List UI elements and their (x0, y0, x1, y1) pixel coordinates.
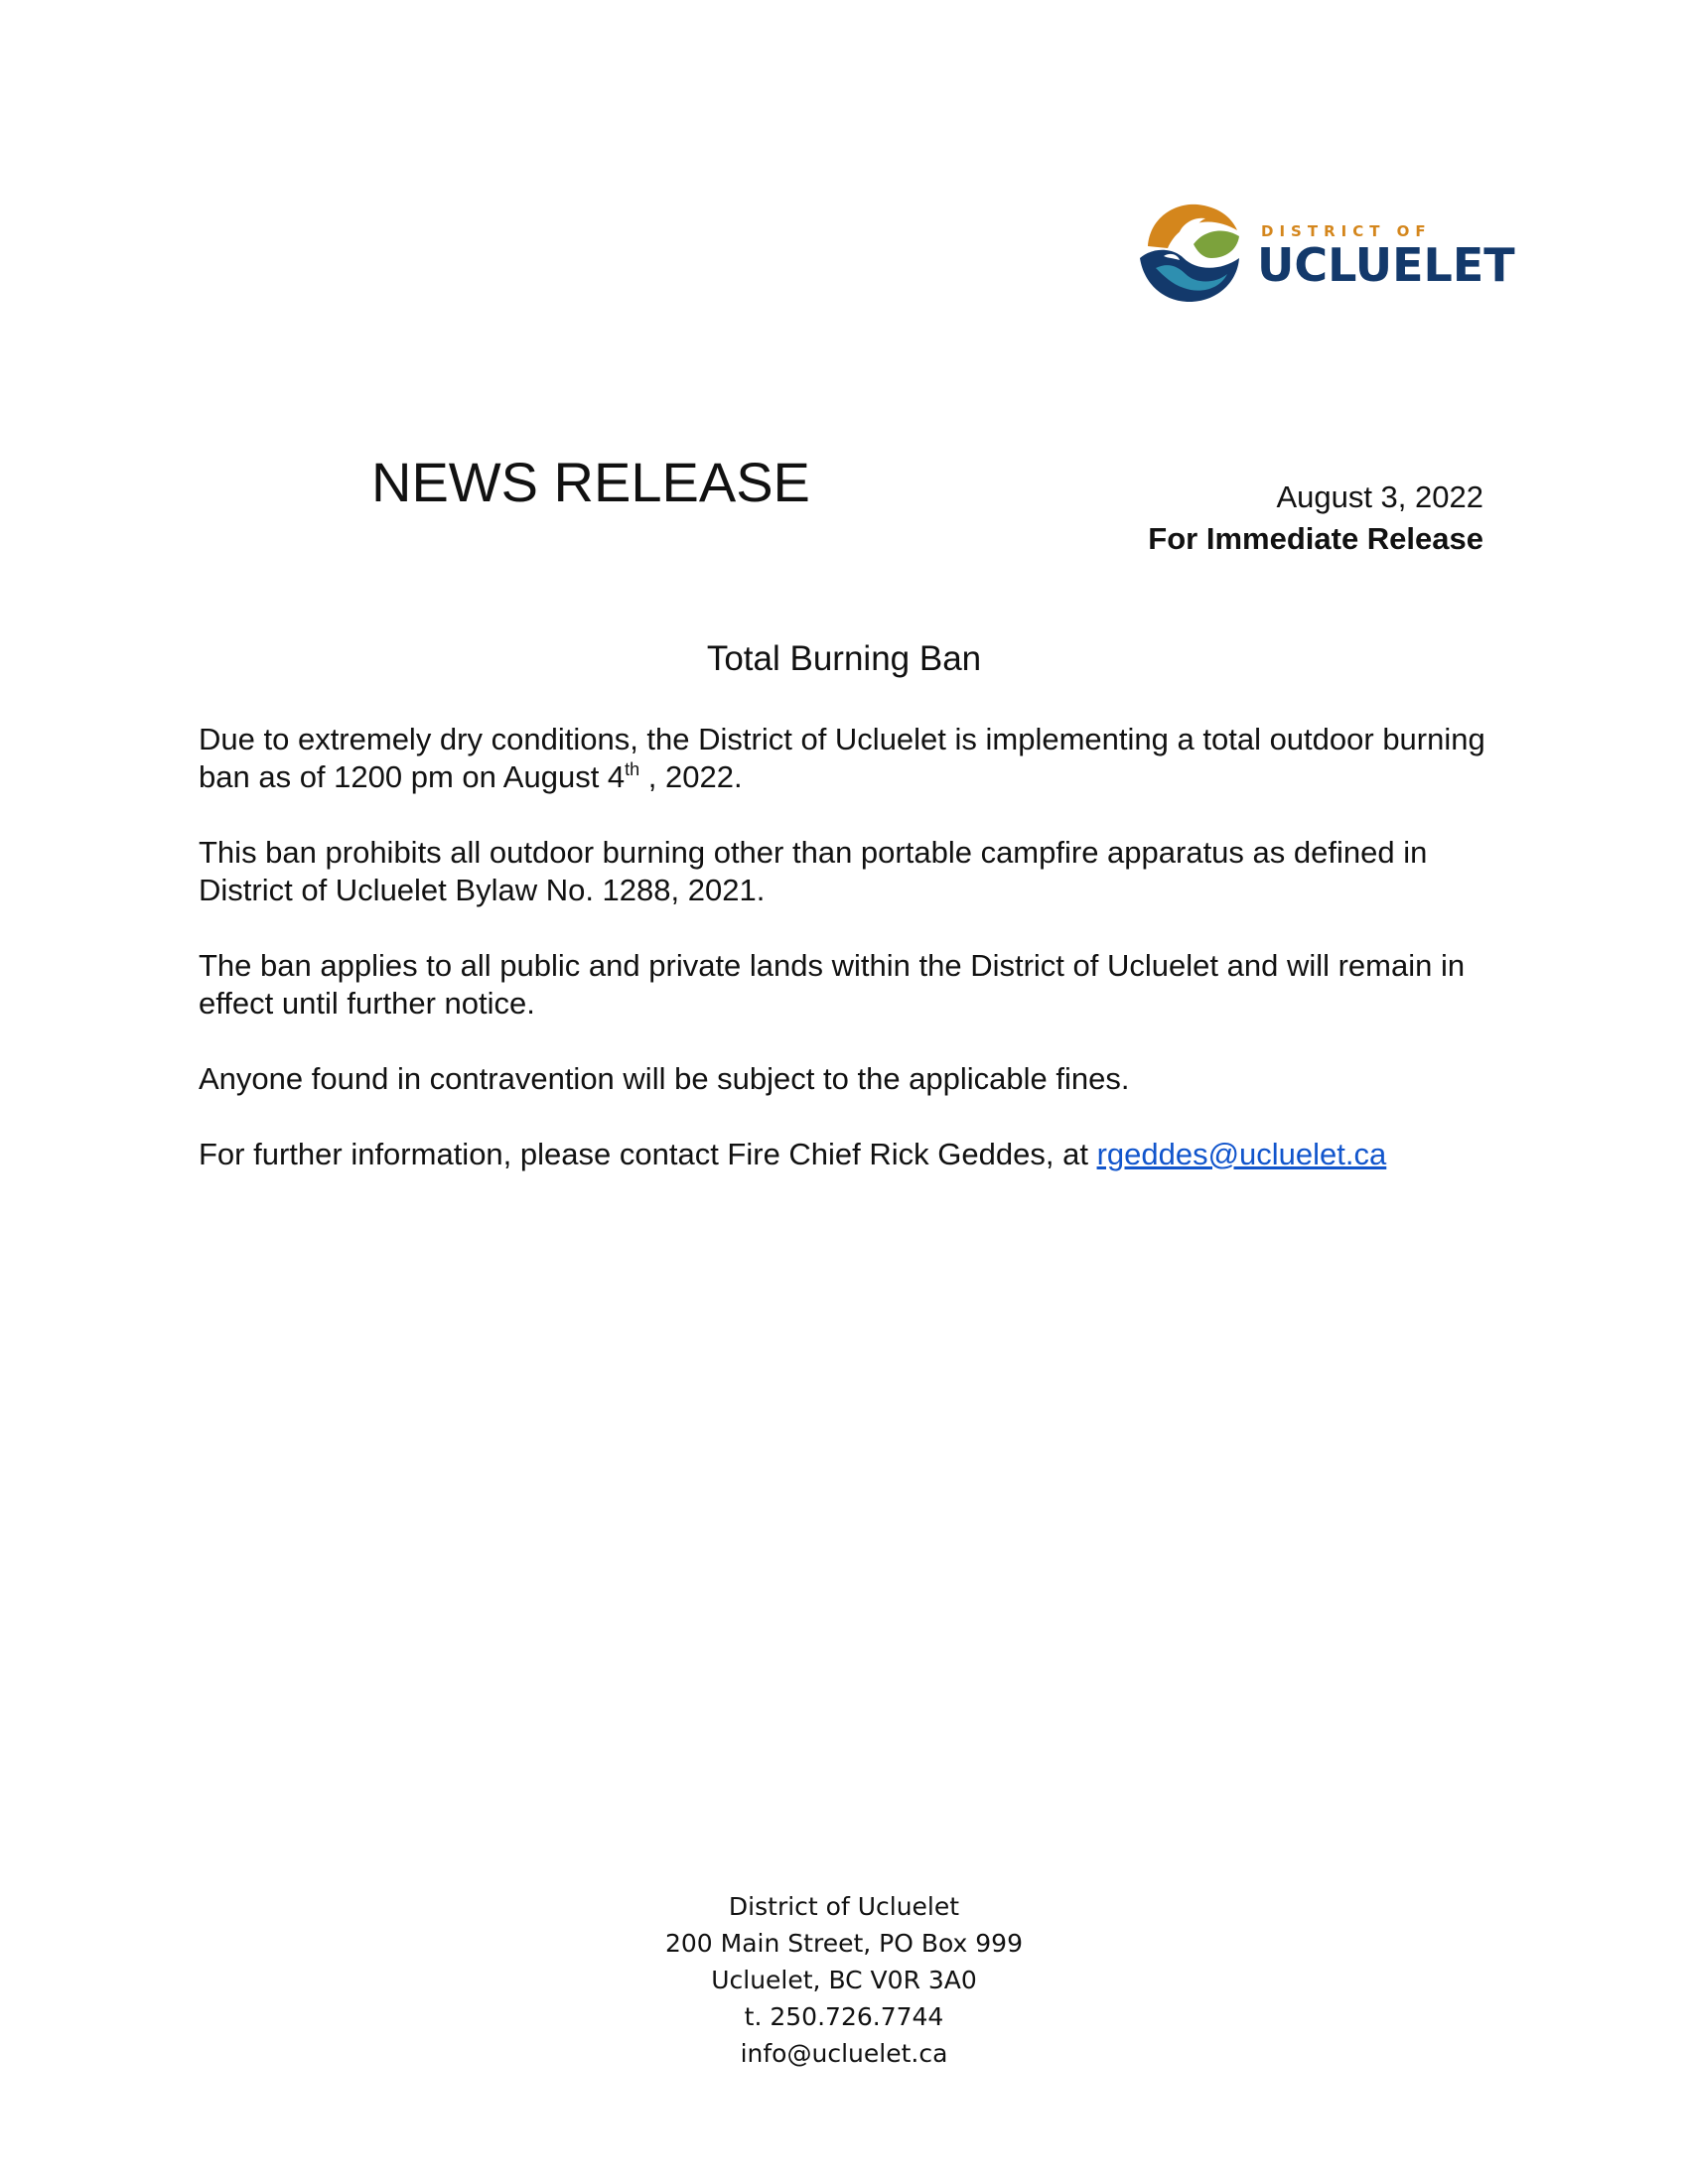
paragraph-1-end: , 2022. (639, 759, 743, 794)
ordinal-suffix: th (625, 759, 640, 779)
footer-email: info@ucluelet.ca (740, 2039, 948, 2068)
district-logo (1134, 195, 1515, 314)
release-date: August 3, 2022 (1276, 479, 1483, 514)
paragraph-1 (199, 721, 1489, 796)
paragraph-2: This ban prohibits all outdoor burning other than portable campfire apparatus as defined in District of Ucluelet Bylaw No. 1288, 2021. (199, 835, 1428, 907)
document-title: Total Burning Ban (706, 639, 982, 678)
footer-city: Ucluelet, BC V0R 3A0 (711, 1966, 977, 1994)
footer-phone: t. 250.726.7744 (744, 2002, 944, 2031)
paragraph-5 (199, 1136, 1489, 1173)
logo-ucluelet: UCLUELET (1257, 238, 1515, 292)
footer-name: District of Ucluelet (728, 1892, 960, 1921)
document-body (199, 721, 1489, 1211)
footer-street: 200 Main Street, PO Box 999 (665, 1929, 1023, 1958)
release-note: For Immediate Release (1148, 521, 1483, 556)
district-logo-icon (1134, 195, 1249, 310)
paragraph-5-text: For further information, please contact Fire Chief Rick Geddes, at (199, 1137, 1097, 1171)
news-release-heading: NEWS RELEASE (371, 451, 810, 513)
paragraph-3: The ban applies to all public and private lands within the District of Ucluelet and will remain in effect until further notice. (199, 948, 1466, 1021)
contact-email-link[interactable]: rgeddes@ucluelet.ca (1096, 1137, 1387, 1171)
paragraph-1-text: Due to extremely dry conditions, the District of Ucluelet is implementing a total outdoor burning ban as of 1200 pm on August 4 (199, 722, 1485, 794)
logo-district-of: DISTRICT OF (1261, 222, 1432, 240)
paragraph-4: Anyone found in contravention will be subject to the applicable fines. (199, 1061, 1130, 1096)
footer-address (0, 1888, 1688, 2072)
date-block (1148, 477, 1483, 560)
